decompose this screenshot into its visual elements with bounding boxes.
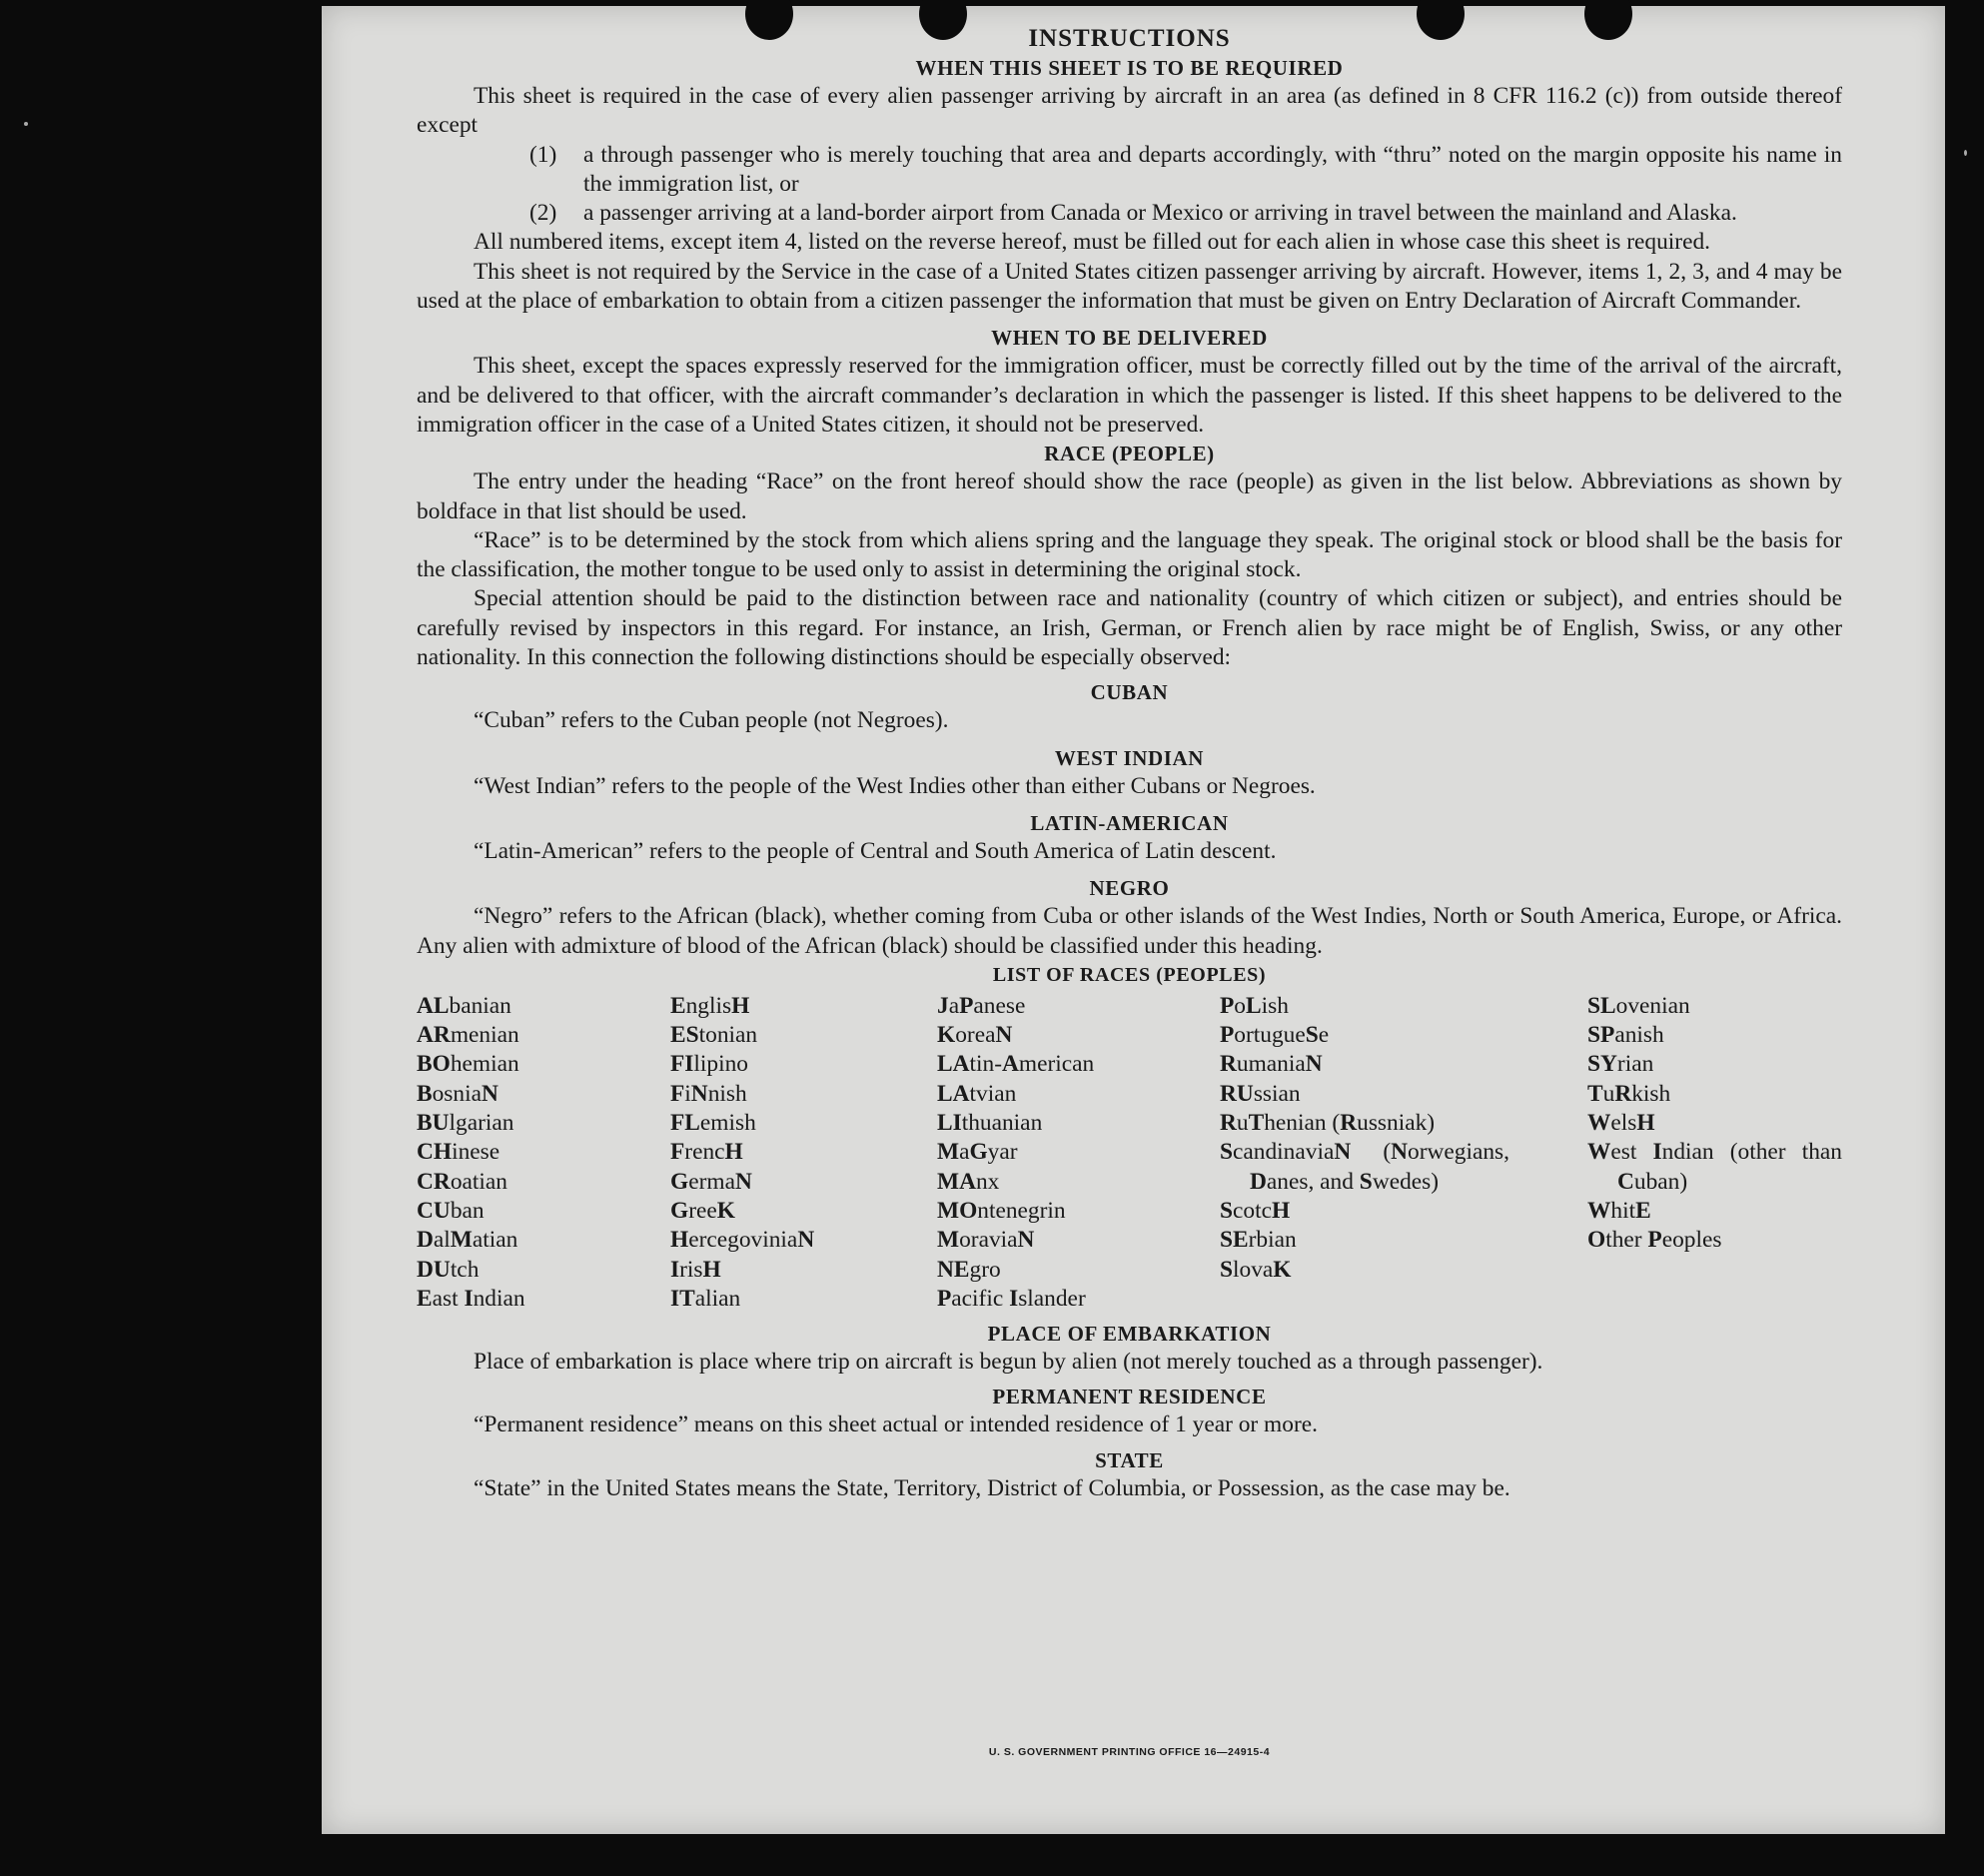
race-entry: ScandinaviaN (Norwegians, Danes, and Swedes) [1220, 1139, 1509, 1195]
paragraph-embarkation: Place of embarkation is place where trip on aircraft is begun by alien (not merely touched as a through passenger). [474, 1349, 1543, 1376]
race-entry: PortugueSe [1220, 1022, 1330, 1049]
race-entry: NEgro [937, 1256, 1001, 1283]
race-entry: CHinese [417, 1139, 500, 1166]
exception-item-1 [529, 141, 1842, 200]
race-entry: FrencH [670, 1139, 743, 1166]
text-negro: “Negro” refers to the African (black), whether coming from Cuba or other islands of the West Indies, North or South America, Europe, or Africa. Any alien with admixture of blood of the African (black) should be classified under this heading. [417, 903, 1842, 959]
race-entry: ITalian [670, 1285, 741, 1312]
race-entry: RumaniaN [1220, 1051, 1323, 1078]
race-entry: EnglisH [670, 992, 750, 1019]
race-entry: KoreaN [937, 1022, 1013, 1049]
paragraph-numbered-items: All numbered items, except item 4, listed on the reverse hereof, must be filled out for each alien in whose case this sheet is required. [474, 229, 1711, 256]
exception-item-2 [529, 199, 1842, 228]
race-entry: LAtvian [937, 1080, 1017, 1107]
race-entry: ARmenian [417, 1022, 519, 1049]
scan-speck [1964, 150, 1967, 156]
section-heading-residence: PERMANENT RESIDENCE [992, 1385, 1267, 1409]
race-entry: LAtin-American [937, 1051, 1095, 1078]
race-entry: East Indian [417, 1285, 525, 1312]
races-column-2 [670, 992, 937, 1314]
race-entry: Other Peoples [1587, 1227, 1722, 1254]
race-entry: MoraviaN [937, 1227, 1035, 1254]
race-entry: BOhemian [417, 1051, 519, 1078]
race-entry: MOntenegrin [937, 1197, 1066, 1224]
heading-west-indian: WEST INDIAN [1054, 745, 1205, 770]
paragraph-race-nationality: Special attention should be paid to the distinction between race and nationality (country of which citizen or subject), and entries should be carefully revised by inspectors in this regard. For instance, an Irish, German, or French alien by race might be of English, Swiss, or any other nationality. In this connection the following distinctions should be especially observed: [417, 585, 1842, 671]
instructions-content [417, 24, 1842, 1503]
text-west-indian: “West Indian” refers to the people of the West Indies other than either Cubans or Negroes. [474, 772, 1316, 799]
section-heading-embarkation: PLACE OF EMBARKATION [987, 1322, 1272, 1347]
race-entry: GreeK [670, 1197, 735, 1224]
race-entry: FIlipino [670, 1051, 748, 1078]
race-entry: CUban [417, 1197, 485, 1224]
text-latin-american: “Latin-American” refers to the people of Central and South America of Latin descent. [474, 837, 1277, 864]
heading-latin-american: LATIN-AMERICAN [1030, 810, 1229, 835]
race-entry: Pacific Islander [937, 1285, 1086, 1312]
races-table [417, 992, 1842, 1314]
paragraph-required: This sheet is required in the case of every alien passenger arriving by aircraft in an area (as defined in 8 CFR 116.2 (c)) from outside thereof except [417, 83, 1842, 139]
section-heading-required: WHEN THIS SHEET IS TO BE REQUIRED [915, 56, 1344, 80]
paragraph-race-entry: The entry under the heading “Race” on the front hereof should show the race (people) as given in the list below. Abbreviations as shown by boldface in that list should be used. [417, 469, 1842, 524]
race-entry: RuThenian (Russniak) [1220, 1110, 1436, 1137]
race-entry: EStonian [670, 1022, 758, 1049]
race-entry: ALbanian [417, 992, 511, 1019]
heading-cuban: CUBAN [1090, 680, 1169, 705]
race-entry: DalMatian [417, 1227, 518, 1254]
race-entry: SlovaK [1220, 1256, 1292, 1283]
item-text: a through passenger who is merely touching that area and departs accordingly, with “thru” noted on the margin opposite his name in the immigration list, or [583, 141, 1842, 197]
race-entry: GermaN [670, 1168, 752, 1195]
race-entry: BUlgarian [417, 1110, 514, 1137]
race-entry: JaPanese [937, 992, 1026, 1019]
races-column-5 [1587, 992, 1842, 1314]
race-entry: BosniaN [417, 1080, 498, 1107]
race-entry: LIthuanian [937, 1110, 1043, 1137]
scan-speck [24, 122, 28, 126]
heading-list-of-races: LIST OF RACES (PEOPLES) [992, 963, 1267, 986]
race-entry: SYrian [1587, 1051, 1654, 1078]
race-entry: West Indian (other than Cuban) [1587, 1139, 1842, 1195]
race-entry: RUssian [1220, 1080, 1301, 1107]
item-number: (1) [529, 141, 557, 168]
race-entry: SLovenian [1587, 992, 1690, 1019]
text-cuban: “Cuban” refers to the Cuban people (not Negroes). [474, 707, 949, 734]
race-entry: MaGyar [937, 1139, 1018, 1166]
race-entry: CRoatian [417, 1168, 507, 1195]
race-entry: IrisH [670, 1256, 721, 1283]
heading-negro: NEGRO [1089, 876, 1170, 901]
race-entry: FiNnish [670, 1080, 747, 1107]
paragraph-citizen: This sheet is not required by the Service in the case of a United States citizen passenger arriving by aircraft. However, items 1, 2, 3, and 4 may be used at the place of embarkation to obtain from a citizen passenger the information that must be given on Entry Declaration of Aircraft Commander. [417, 258, 1842, 315]
section-heading-race: RACE (PEOPLE) [1044, 442, 1215, 467]
printing-office-footer: U. S. GOVERNMENT PRINTING OFFICE 16—24915-4 [988, 1746, 1271, 1758]
race-entry: DUtch [417, 1256, 480, 1283]
race-entry: TuRkish [1587, 1080, 1671, 1107]
item-number: (2) [529, 200, 557, 227]
races-column-3 [937, 992, 1220, 1314]
race-entry: MAnx [937, 1168, 1000, 1195]
races-column-1 [417, 992, 670, 1314]
document-page [322, 6, 1945, 1834]
paragraph-residence: “Permanent residence” means on this sheet actual or intended residence of 1 year or more. [474, 1411, 1318, 1438]
race-entry: ScotcH [1220, 1197, 1291, 1224]
race-entry: SPanish [1587, 1022, 1664, 1049]
item-text: a passenger arriving at a land-border airport from Canada or Mexico or arriving in travel between the mainland and Alaska. [583, 200, 1737, 227]
paragraph-race-stock: “Race” is to be determined by the stock from which aliens spring and the language they speak. The original stock or blood shall be the basis for the classification, the mother tongue to be used only to assist in determining the original stock. [417, 526, 1842, 583]
race-entry: FLemish [670, 1110, 756, 1137]
race-entry: SErbian [1220, 1227, 1297, 1254]
page-title: INSTRUCTIONS [1028, 25, 1231, 52]
race-entry: HercegoviniaN [670, 1227, 815, 1254]
section-heading-delivered: WHEN TO BE DELIVERED [991, 326, 1268, 351]
race-entry: WelsH [1587, 1110, 1655, 1137]
race-entry: PoLish [1220, 992, 1289, 1019]
race-entry: WhitE [1587, 1197, 1651, 1224]
paragraph-delivered: This sheet, except the spaces expressly reserved for the immigration officer, must be correctly filled out by the time of the arrival of the aircraft, and be delivered to that officer, with the aircraft commander’s declaration in which the passenger is listed. If this sheet happens to be delivered to the immigration officer in the case of a United States citizen, it should not be preserved. [417, 353, 1842, 438]
section-heading-state: STATE [1095, 1447, 1164, 1472]
paragraph-state: “State” in the United States means the State, Territory, District of Columbia, or Possession, as the case may be. [474, 1474, 1510, 1501]
races-column-4 [1220, 992, 1587, 1314]
